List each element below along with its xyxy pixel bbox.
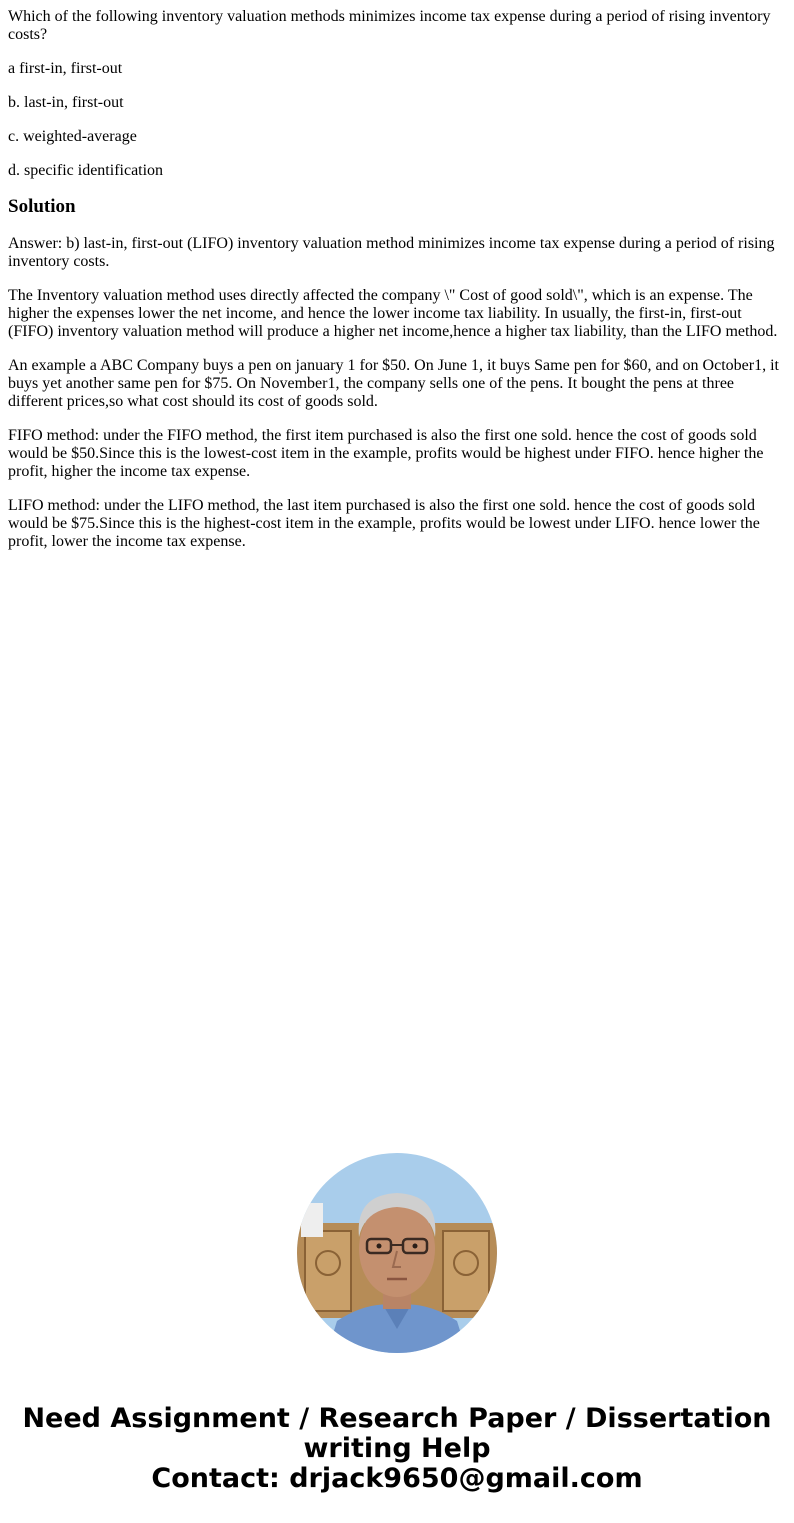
promo-contact: Contact: drjack9650@gmail.com [151, 1463, 643, 1494]
option-b: b. last-in, first-out [8, 94, 124, 111]
question-text: Which of the following inventory valuation methods minimizes income tax expense during a period of rising inventory costs? [8, 8, 771, 43]
solution-paragraph: The Inventory valuation method uses directly affected the company \" Cost of good sold\", which is an expense. The higher the expenses lower the net income, and hence the lower income tax liability. In usually, the first-in, first-out (FIFO) inventory valuation method will produce a higher net income,hence a higher tax liability, than the LIFO method. [8, 287, 778, 340]
solution-paragraph: Answer: b) last-in, first-out (LIFO) inventory valuation method minimizes income tax expense during a period of rising inventory costs. [8, 235, 775, 270]
solution-paragraph: FIFO method: under the FIFO method, the first item purchased is also the first one sold. hence the cost of goods sold would be $50.Since this is the lowest-cost item in the example, profits would be highest under FIFO. hence higher the profit, higher the income tax expense. [8, 427, 764, 480]
document-content [8, 8, 786, 567]
promo-banner [0, 1404, 794, 1494]
author-avatar [297, 1153, 497, 1353]
solution-paragraph: LIFO method: under the LIFO method, the last item purchased is also the first one sold. hence the cost of goods sold would be $75.Since this is the highest-cost item in the example, profits would be lowest under LIFO. hence lower the profit, lower the income tax expense. [8, 497, 760, 550]
promo-line: Need Assignment / Research Paper / Dissertation [22, 1403, 772, 1434]
option-d: d. specific identification [8, 162, 164, 179]
solution-paragraph: An example a ABC Company buys a pen on january 1 for $50. On June 1, it buys Same pen for $60, and on October1, it buys yet another same pen for $75. On November1, the company sells one of the pens. It bought the pens at three different prices,so what cost should its cost of goods sold. [8, 357, 779, 410]
option-a: a first-in, first-out [8, 60, 123, 77]
author-photo [297, 1153, 497, 1353]
option-c: c. weighted-average [8, 128, 137, 145]
promo-line: writing Help [303, 1433, 491, 1464]
solution-heading: Solution [8, 196, 76, 217]
